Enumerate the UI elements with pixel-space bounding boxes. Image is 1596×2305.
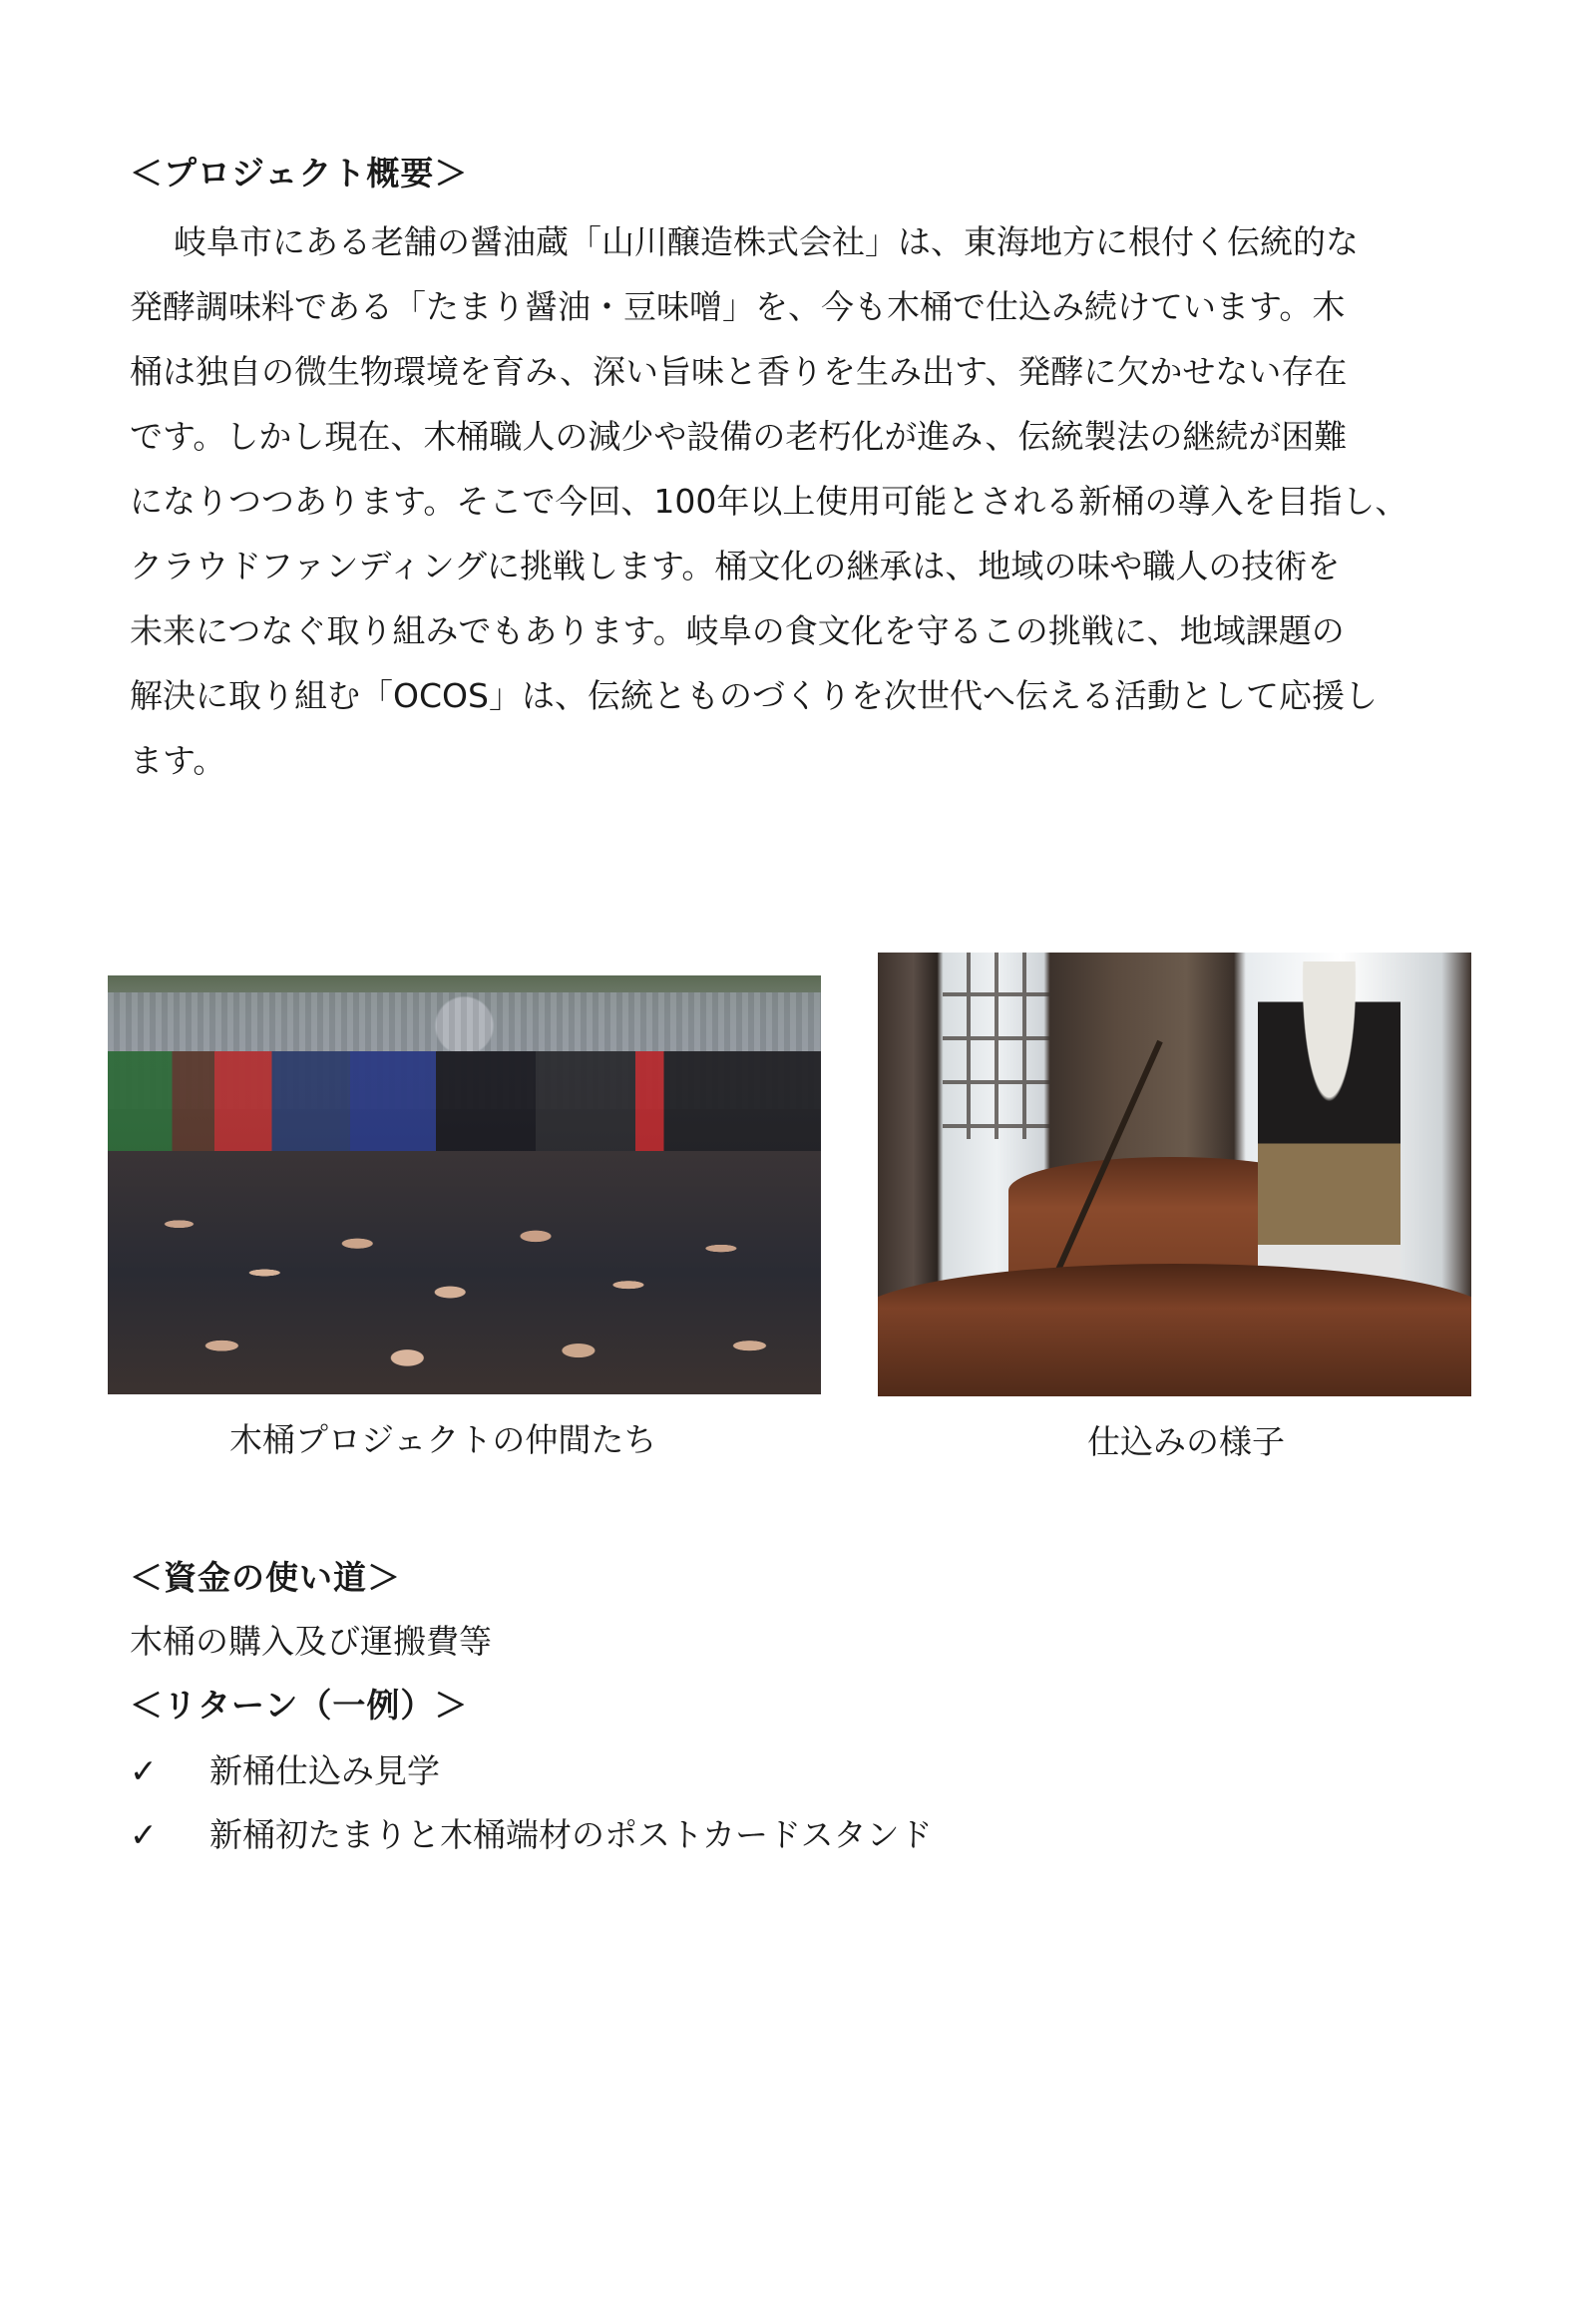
paragraph-line: 発酵調味料である「たまり醤油・豆味噌」を、今も木桶で仕込み続けています。木 [130,287,1346,326]
overview-paragraph [130,209,1486,793]
return-item-label: 新桶初たまりと木桶端材のポストカードスタンド [209,1815,933,1854]
overview-heading: ＜プロジェクト概要＞ [130,154,469,192]
photo-wooden-vat-front [878,1264,1471,1397]
paragraph-line: 未来につなぐ取り組みでもあります。岐阜の食文化を守るこの挑戦に、地域課題の [130,611,1345,650]
brewing-photo-caption: 仕込みの様子 [1087,1422,1285,1461]
paragraph-line: 桶は独自の微生物環境を育み、深い旨味と香りを生み出す、発酵に欠かせない存在 [130,352,1348,391]
photo-crowd [108,1151,821,1394]
returns-heading: ＜リターン（一例）＞ [130,1686,469,1725]
return-item [130,1809,933,1856]
photo-worker [1258,961,1400,1299]
paragraph-line: ます。 [130,741,226,780]
paragraph-line: です。しかし現在、木桶職人の減少や設備の老朽化が進み、伝統製法の継続が困難 [130,417,1348,456]
paragraph-line: 解決に取り組む「OCOS」は、伝統とものづくりを次世代へ伝える活動として応援し [130,676,1378,715]
brewing-photo [878,953,1471,1396]
paragraph-line: になりつつあります。そこで今回、100年以上使用可能とされる新桶の導入を目指し、 [130,482,1408,521]
crowd-photo [108,975,821,1394]
crowd-photo-caption: 木桶プロジェクトの仲間たち [229,1420,657,1459]
funds-text: 木桶の購入及び運搬費等 [130,1622,492,1661]
return-item [130,1745,440,1792]
check-icon: ✓ [130,1815,158,1854]
photo-window-frames [943,953,1049,1139]
funds-heading: ＜資金の使い道＞ [130,1558,401,1597]
paragraph-line: 岐阜市にある老舗の醤油蔵「山川醸造株式会社」は、東海地方に根付く伝統的な [174,222,1359,261]
check-icon: ✓ [130,1751,158,1790]
paragraph-line: クラウドファンディングに挑戦します。桶文化の継承は、地域の味や職人の技術を [130,547,1341,585]
return-item-label: 新桶仕込み見学 [209,1751,440,1790]
